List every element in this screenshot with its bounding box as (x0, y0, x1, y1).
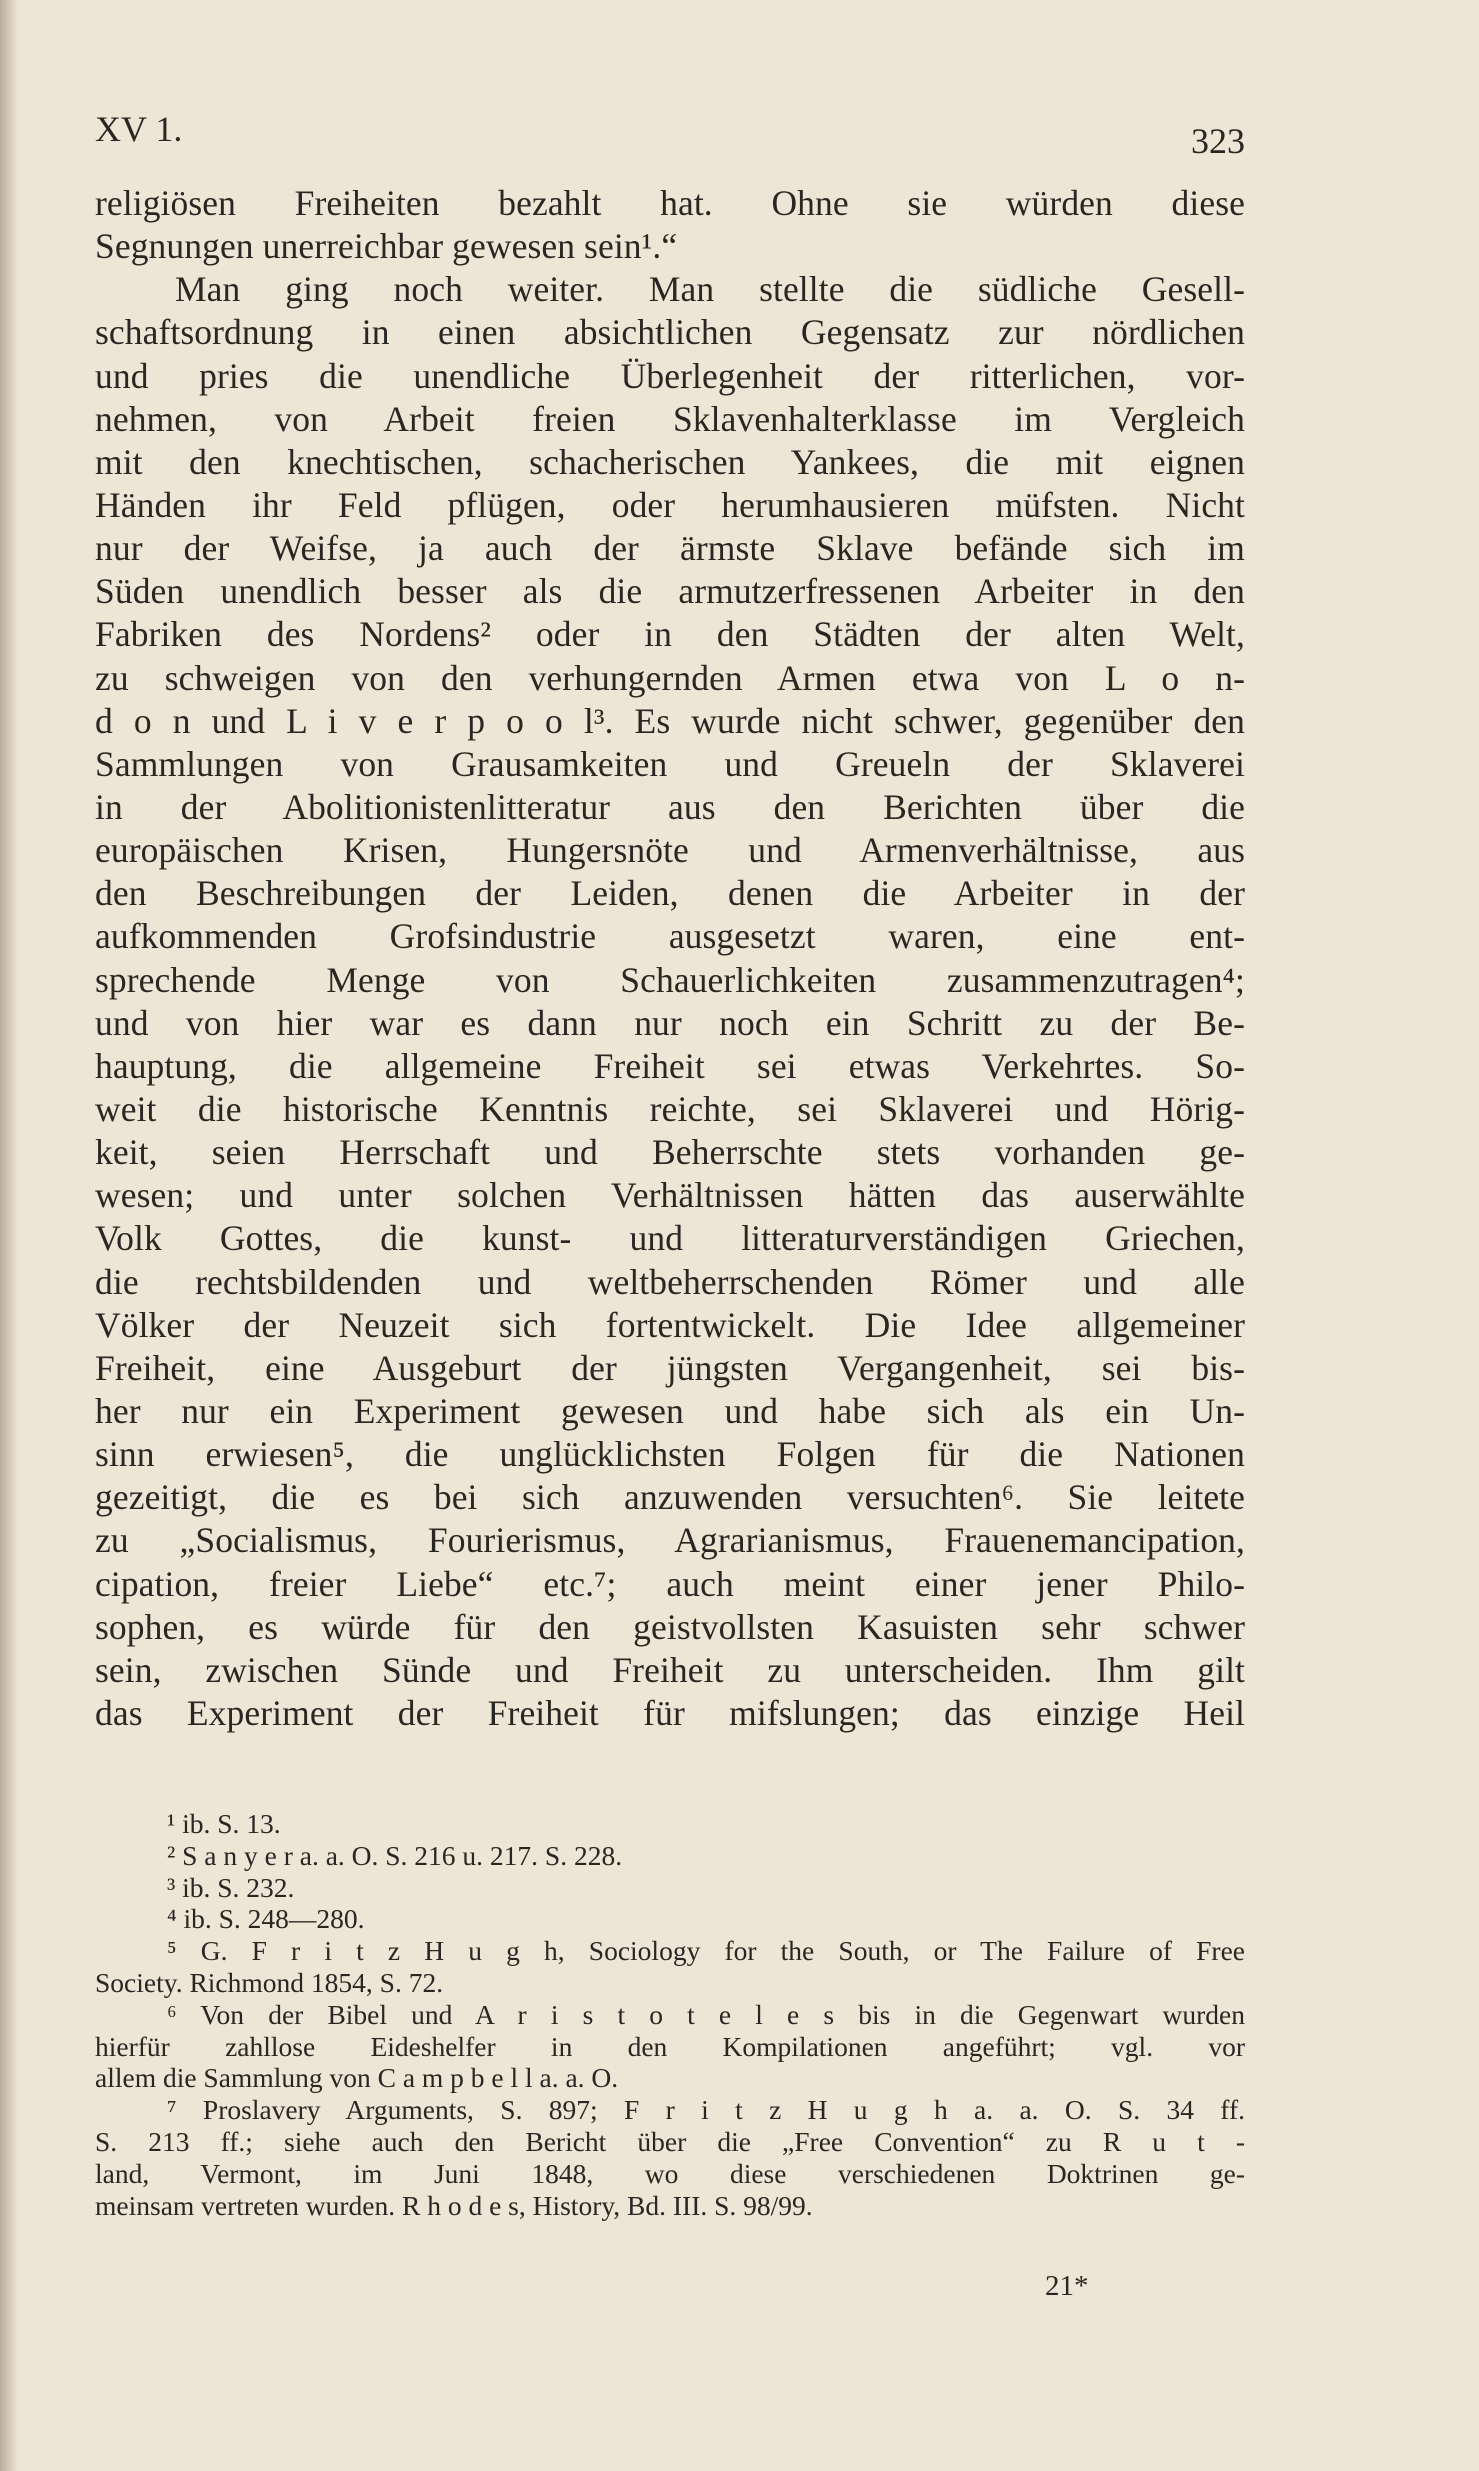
text-line: keit, seien Herrschaft und Beherrschte stets vorhanden ge- (95, 1132, 1245, 1173)
text-line: cipation, freier Liebe“ etc.⁷; auch meint einer jener Philo- (95, 1563, 1245, 1604)
text-line: religiösen Freiheiten bezahlt hat. Ohne sie würden diese (95, 183, 1245, 223)
footnote-line: meinsam vertreten wurden. R h o d e s, History, Bd. III. S. 98/99. (95, 2189, 813, 2221)
text-line: das Experiment der Freiheit für mifslungen; das einzige Heil (95, 1692, 1245, 1733)
text-line: Sammlungen von Grausamkeiten und Greueln der Sklaverei (95, 743, 1245, 784)
text-line: Freiheit, eine Ausgeburt der jüngsten Vergangenheit, sei bis- (95, 1347, 1245, 1388)
text-line: schaftsordnung in einen absichtlichen Gegensatz zur nördlichen (95, 312, 1245, 353)
text-line: her nur ein Experiment gewesen und habe sich als ein Un- (95, 1390, 1245, 1431)
text-line: aufkommenden Grofsindustrie ausgesetzt waren, eine ent- (95, 916, 1245, 957)
footnote-line: ² S a n y e r a. a. O. S. 216 u. 217. S. 228. (167, 1839, 623, 1871)
footnotes (95, 1808, 1245, 2221)
text-line: wesen; und unter solchen Verhältnissen hätten das auserwählte (95, 1175, 1245, 1216)
text-line: und von hier war es dann nur noch ein Schritt zu der Be- (95, 1002, 1245, 1043)
text-line: europäischen Krisen, Hungersnöte und Armenverhältnisse, aus (95, 830, 1245, 871)
page-header (95, 108, 1245, 161)
text-line: nur der Weifse, ja auch der ärmste Sklave befände sich im (95, 528, 1245, 569)
text-line: gezeitigt, die es bei sich anzuwenden versuchten⁶. Sie leitete (95, 1477, 1245, 1518)
text-line: den Beschreibungen der Leiden, denen die Arbeiter in der (95, 873, 1245, 914)
chapter-marker: XV 1. (95, 109, 183, 149)
text-line: Händen ihr Feld pflügen, oder herumhausieren müfsten. Nicht (95, 484, 1245, 525)
text-line: Segnungen unerreichbar gewesen sein¹.“ (95, 226, 678, 267)
text-line: weit die historische Kenntnis reichte, sei Sklaverei und Hörig- (95, 1088, 1245, 1129)
text-line: sinn erwiesen⁵, die unglücklichsten Folgen für die Nationen (95, 1434, 1245, 1475)
text-line: Fabriken des Nordens² oder in den Städten der alten Welt, (95, 614, 1245, 655)
text-line: d o n und L i v e r p o o l³. Es wurde nicht schwer, gegenüber den (95, 700, 1245, 741)
footnote-line: ¹ ib. S. 13. (167, 1808, 281, 1839)
text-line: hauptung, die allgemeine Freiheit sei etwas Verkehrtes. So- (95, 1045, 1245, 1086)
footnote-line: Society. Richmond 1854, S. 72. (95, 1966, 444, 1998)
text-line: Süden unendlich besser als die armutzerfressenen Arbeiter in den (95, 571, 1245, 612)
text-line: Man ging noch weiter. Man stellte die südliche Gesell- (175, 269, 1245, 310)
footnote-line: allem die Sammlung von C a m p b e l l a. a. O. (95, 2062, 619, 2094)
footnote-line: ⁵ G. F r i t z H u g h, Sociology for the South, or The Failure of Free (167, 1935, 1245, 1967)
text-line: Völker der Neuzeit sich fortentwickelt. Die Idee allgemeiner (95, 1304, 1245, 1345)
text-line: sprechende Menge von Schauerlichkeiten zusammenzutragen⁴; (95, 959, 1245, 1000)
text-line: Volk Gottes, die kunst- und litteraturverständigen Griechen, (95, 1218, 1245, 1259)
signature-mark: 21* (1045, 2270, 1089, 2302)
footnote-line: ³ ib. S. 232. (167, 1871, 295, 1903)
main-text (95, 182, 1245, 1735)
footnote-line: hierfür zahllose Eideshelfer in den Kompilationen angeführt; vgl. vor (95, 2030, 1245, 2062)
footnote-line: ⁴ ib. S. 248—280. (167, 1903, 365, 1935)
text-line: nehmen, von Arbeit freien Sklavenhalterklasse im Vergleich (95, 398, 1245, 439)
text-line: und pries die unendliche Überlegenheit der ritterlichen, vor- (95, 355, 1245, 396)
footnote-line: land, Vermont, im Juni 1848, wo diese verschiedenen Doktrinen ge- (95, 2157, 1245, 2189)
text-line: sein, zwischen Sünde und Freiheit zu unterscheiden. Ihm gilt (95, 1649, 1245, 1690)
footnote-line: S. 213 ff.; siehe auch den Bericht über die „Free Convention“ zu R u t - (95, 2125, 1245, 2157)
footnote-line: ⁶ Von der Bibel und A r i s t o t e l e s bis in die Gegenwart wurden (167, 1998, 1245, 2030)
text-line: mit den knechtischen, schacherischen Yankees, die mit eignen (95, 441, 1245, 482)
page-binding-shadow (0, 0, 18, 2471)
text-line: zu schweigen von den verhungernden Armen etwa von L o n- (95, 657, 1245, 698)
text-line: in der Abolitionistenlitteratur aus den Berichten über die (95, 786, 1245, 827)
page-number: 323 (1191, 121, 1245, 161)
text-line: die rechtsbildenden und weltbeherrschenden Römer und alle (95, 1261, 1245, 1302)
text-line: sophen, es würde für den geistvollsten Kasuisten sehr schwer (95, 1606, 1245, 1647)
text-line: zu „Socialismus, Fourierismus, Agrarianismus, Frauenemancipation, (95, 1520, 1245, 1561)
footnote-line: ⁷ Proslavery Arguments, S. 897; F r i t z H u g h a. a. O. S. 34 ff. (167, 2094, 1245, 2126)
